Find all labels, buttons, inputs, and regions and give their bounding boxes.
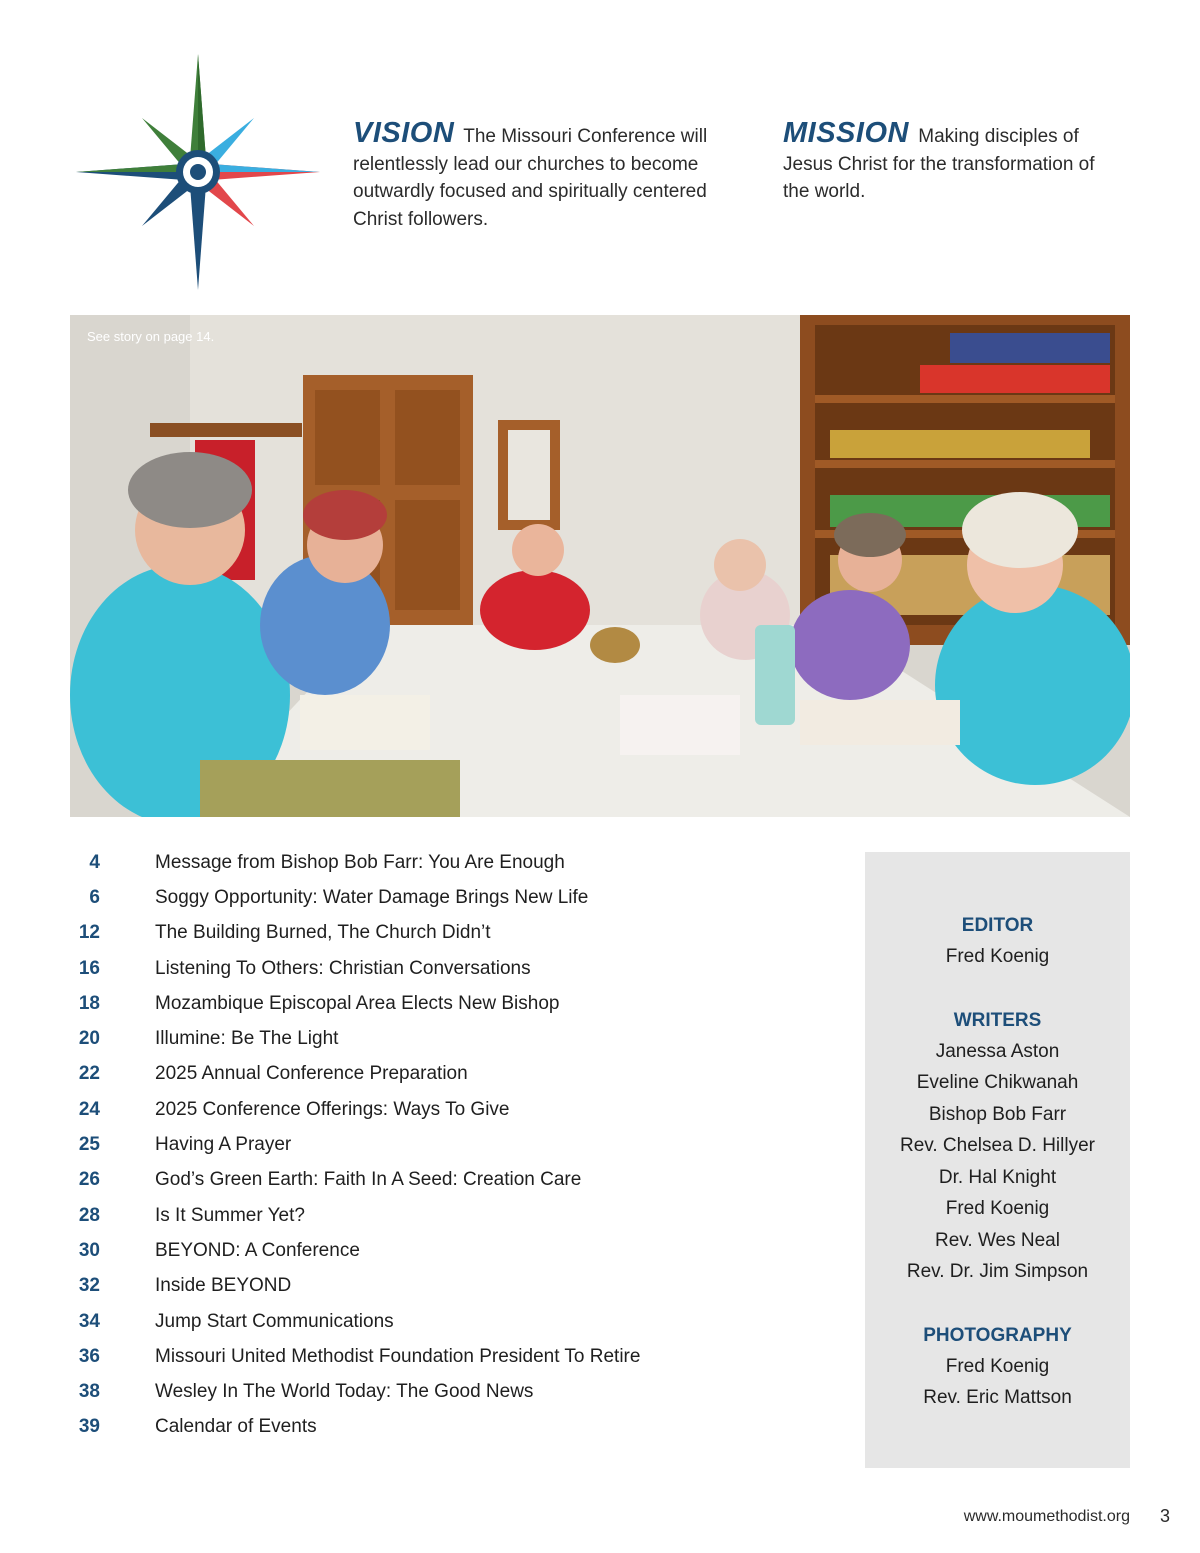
toc-page-number: 25	[78, 1134, 100, 1156]
toc-title: Mozambique Episcopal Area Elects New Bishop	[155, 992, 560, 1014]
writers-name: Rev. Wes Neal	[935, 1229, 1060, 1251]
toc-row[interactable]	[60, 951, 780, 986]
toc-title: Listening To Others: Christian Conversations	[155, 957, 531, 979]
toc-title: Having A Prayer	[155, 1134, 292, 1156]
toc-title: 2025 Conference Offerings: Ways To Give	[155, 1098, 510, 1120]
toc-title: Illumine: Be The Light	[155, 1028, 339, 1050]
toc-title: God’s Green Earth: Faith In A Seed: Creation Care	[155, 1169, 582, 1191]
toc-title: 2025 Annual Conference Preparation	[155, 1063, 468, 1085]
toc-row[interactable]	[60, 1339, 780, 1374]
toc-row[interactable]	[60, 1021, 780, 1056]
mission-statement	[783, 117, 1113, 206]
writers-name: Fred Koenig	[945, 1198, 1050, 1219]
writers-name: Rev. Dr. Jim Simpson	[906, 1261, 1089, 1282]
toc-page-number: 12	[78, 922, 100, 944]
toc-row[interactable]	[60, 1163, 780, 1198]
photography-heading: PHOTOGRAPHY	[923, 1324, 1072, 1346]
toc-page-number: 20	[78, 1028, 100, 1050]
toc-row[interactable]	[60, 1410, 780, 1445]
writers-credits	[865, 1005, 1130, 1288]
writers-heading: WRITERS	[953, 1009, 1042, 1031]
writers-name: Dr. Hal Knight	[938, 1166, 1057, 1188]
vision-statement	[353, 117, 748, 233]
writers-name: Rev. Chelsea D. Hillyer	[900, 1135, 1095, 1156]
photo-caption: See story on page 14.	[87, 329, 215, 344]
toc-row[interactable]	[60, 1127, 780, 1162]
toc-title: Inside BEYOND	[155, 1275, 292, 1297]
toc-row[interactable]	[60, 1374, 780, 1409]
toc-row[interactable]	[60, 1198, 780, 1233]
toc-row[interactable]	[60, 916, 780, 951]
toc-page-number: 28	[78, 1204, 100, 1226]
toc-row[interactable]	[60, 1233, 780, 1268]
toc-title: BEYOND: A Conference	[155, 1239, 360, 1261]
toc-row[interactable]	[60, 880, 780, 915]
photography-name: Fred Koenig	[945, 1355, 1050, 1377]
toc-page-number: 6	[89, 886, 100, 908]
table-of-contents	[60, 845, 780, 1445]
writers-name: Eveline Chikwanah	[916, 1072, 1079, 1093]
toc-page-number: 38	[78, 1381, 100, 1403]
toc-page-number: 18	[78, 992, 100, 1014]
toc-row[interactable]	[60, 1269, 780, 1304]
credits-panel	[865, 852, 1130, 1468]
toc-page-number: 16	[78, 957, 100, 979]
editor-name: Fred Koenig	[945, 946, 1050, 967]
vision-text: The Missouri Conference will relentlessly lead our churches to become outwardly focused and spiritually centered Christ followers.	[353, 126, 708, 230]
toc-row[interactable]	[60, 1057, 780, 1092]
toc-row[interactable]	[60, 845, 780, 880]
page-number: 3	[1159, 1506, 1170, 1526]
vision-keyword: VISION	[353, 117, 455, 149]
toc-page-number: 30	[78, 1239, 100, 1261]
photography-credits	[865, 1320, 1130, 1414]
toc-title: Message from Bishop Bob Farr: You Are Enough	[155, 851, 565, 873]
toc-title: Wesley In The World Today: The Good News	[155, 1381, 534, 1403]
photography-name: Rev. Eric Mattson	[923, 1387, 1072, 1408]
toc-page-number: 32	[78, 1275, 100, 1297]
toc-page-number: 26	[78, 1169, 100, 1191]
writers-name: Janessa Aston	[935, 1040, 1060, 1062]
toc-title: Missouri United Methodist Foundation President To Retire	[155, 1345, 641, 1367]
feature-photo	[70, 315, 1130, 817]
toc-title: Soggy Opportunity: Water Damage Brings New Life	[155, 886, 589, 908]
toc-page-number: 39	[78, 1416, 100, 1438]
mission-text: Making disciples of Jesus Christ for the transformation of the world.	[783, 126, 1095, 202]
toc-title: Calendar of Events	[155, 1416, 317, 1438]
footer-website-link[interactable]: www.moumethodist.org	[963, 1508, 1130, 1525]
editor-credits	[865, 910, 1130, 973]
toc-page-number: 22	[78, 1063, 100, 1085]
mission-keyword: MISSION	[783, 117, 909, 149]
toc-title: The Building Burned, The Church Didn’t	[155, 922, 491, 944]
toc-page-number: 24	[78, 1098, 100, 1120]
writers-name: Bishop Bob Farr	[928, 1103, 1067, 1125]
toc-row[interactable]	[60, 1092, 780, 1127]
toc-page-number: 4	[89, 851, 100, 873]
toc-row[interactable]	[60, 986, 780, 1021]
toc-page-number: 34	[78, 1310, 100, 1332]
toc-row[interactable]	[60, 1304, 780, 1339]
toc-page-number: 36	[78, 1345, 100, 1367]
compass-star-logo	[76, 54, 320, 290]
toc-title: Is It Summer Yet?	[155, 1204, 305, 1226]
toc-title: Jump Start Communications	[155, 1310, 394, 1332]
editor-heading: EDITOR	[961, 915, 1034, 936]
